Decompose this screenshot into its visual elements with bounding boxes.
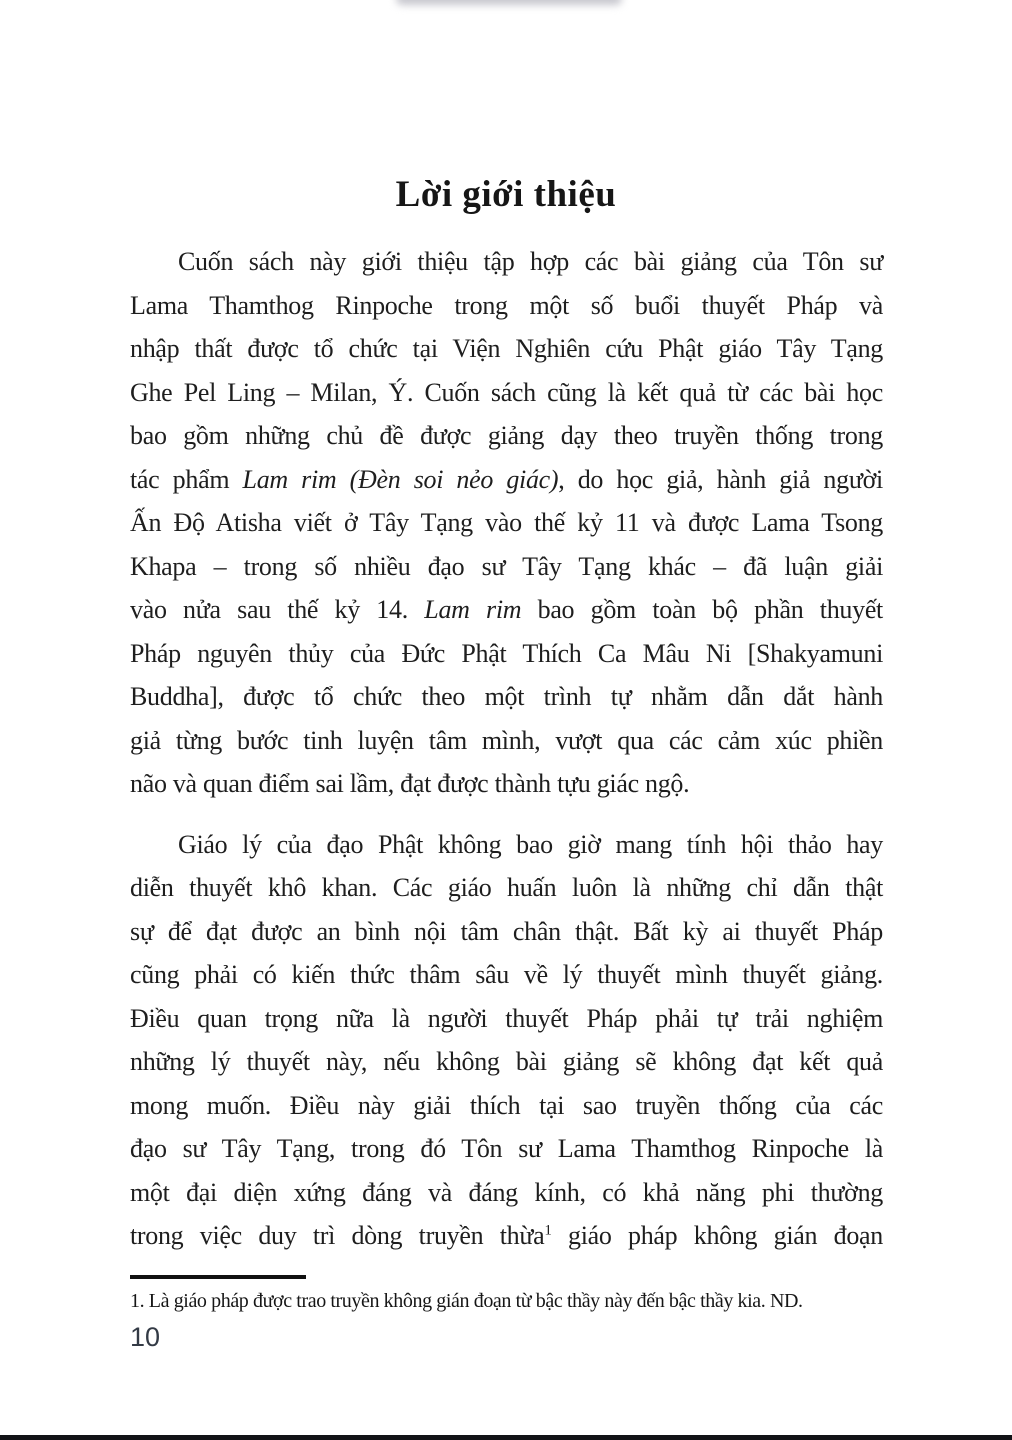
top-edge-shadow <box>396 0 622 5</box>
text-line <box>130 284 883 328</box>
text-line <box>130 997 883 1041</box>
chapter-title: Lời giới thiệu <box>395 173 617 215</box>
text-line <box>130 1084 883 1128</box>
text-line <box>130 458 883 502</box>
article-body <box>130 240 883 1316</box>
text-segment: Ghe Pel Ling – Milan, Ý. Cuốn sách cũng là kết quả từ các bài học <box>130 377 883 407</box>
text-segment: sự để đạt được an bình nội tâm chân thật. Bất kỳ ai thuyết Pháp <box>130 916 883 946</box>
text-segment: Khapa – trong số nhiều đạo sư Tây Tạng khác – đã luận giải <box>130 551 883 581</box>
text-segment: vào nửa sau thế kỷ 14. <box>130 595 425 624</box>
text-line <box>130 1214 883 1258</box>
text-line <box>130 327 883 371</box>
footnote-divider <box>130 1275 306 1279</box>
text-line <box>130 240 883 284</box>
text-line <box>130 953 883 997</box>
text-segment: cũng phải có kiến thức thâm sâu về lý thuyết mình thuyết giảng. <box>130 960 883 989</box>
text-segment: giả từng bước tinh luyện tâm mình, vượt qua các cảm xúc phiền <box>130 725 883 755</box>
text-segment: Buddha], được tổ chức theo một trình tự nhằm dẫn dắt hành <box>130 682 883 711</box>
text-line <box>130 632 883 676</box>
text-segment: Pháp nguyên thủy của Đức Phật Thích Ca Mâu Ni [Shakyamuni <box>130 638 883 668</box>
text-line <box>130 1127 883 1171</box>
text-segment: Ấn Độ Atisha viết ở Tây Tạng vào thế kỷ 11 và được Lama Tsong <box>130 508 883 537</box>
text-line <box>130 1171 883 1215</box>
text-line <box>130 1040 883 1084</box>
text-segment: não và quan điểm sai lầm, đạt được thành tựu giác ngộ. <box>130 769 690 798</box>
text-segment: , do học giả, hành giả người <box>558 464 883 494</box>
text-line <box>130 910 883 954</box>
text-segment: Lam rim <box>424 595 522 624</box>
text-segment: bao gồm những chủ đề được giảng dạy theo truyền thống trong <box>130 421 883 450</box>
text-segment: Lam rim (Đèn soi nẻo giác) <box>242 464 559 494</box>
text-segment: nhập thất được tổ chức tại Viện Nghiên cứu Phật giáo Tây Tạng <box>130 334 883 363</box>
text-segment: đạo sư Tây Tạng, trong đó Tôn sư Lama Thamthog Rinpoche là <box>130 1134 883 1163</box>
text-segment: mong muốn. Điều này giải thích tại sao truyền thống của các <box>130 1090 883 1120</box>
text-segment: Điều quan trọng nữa là người thuyết Pháp phải tự trải nghiệm <box>130 1003 883 1033</box>
text-segment: một đại diện xứng đáng và đáng kính, có khả năng phi thường <box>130 1177 883 1207</box>
text-segment: tác phẩm <box>130 464 243 494</box>
text-line <box>130 719 883 763</box>
text-line <box>130 371 883 415</box>
text-line <box>130 414 883 458</box>
text-line <box>130 675 883 719</box>
text-segment: trong việc duy trì dòng truyền thừa <box>130 1221 545 1250</box>
text-segment: Lama Thamthog Rinpoche trong một số buổi thuyết Pháp và <box>130 290 883 320</box>
paragraph <box>130 823 883 1258</box>
text-line <box>130 762 883 806</box>
text-segment: Cuốn sách này giới thiệu tập hợp các bài giảng của Tôn sư <box>178 247 883 276</box>
text-line <box>130 823 883 867</box>
text-segment: diễn thuyết khô khan. Các giáo huấn luôn là những chỉ dẫn thật <box>130 873 883 902</box>
paragraph <box>130 240 883 806</box>
text-line <box>130 501 883 545</box>
text-line <box>130 588 883 632</box>
footnote-marker: 1 <box>544 1222 552 1239</box>
text-segment: Giáo lý của đạo Phật không bao giờ mang tính hội thảo hay <box>178 829 883 859</box>
window-bottom-edge <box>0 1435 1012 1440</box>
text-segment: giáo pháp không gián đoạn <box>551 1221 883 1250</box>
text-line <box>130 866 883 910</box>
text-line <box>130 545 883 589</box>
page-number: 10 <box>130 1322 161 1352</box>
text-segment: những lý thuyết này, nếu không bài giảng sẽ không đạt kết quả <box>130 1047 883 1076</box>
footnote-text: 1. Là giáo pháp được trao truyền không gián đoạn từ bậc thầy này đến bậc thầy kia. ND. <box>130 1289 803 1312</box>
text-segment: bao gồm toàn bộ phần thuyết <box>521 595 883 624</box>
